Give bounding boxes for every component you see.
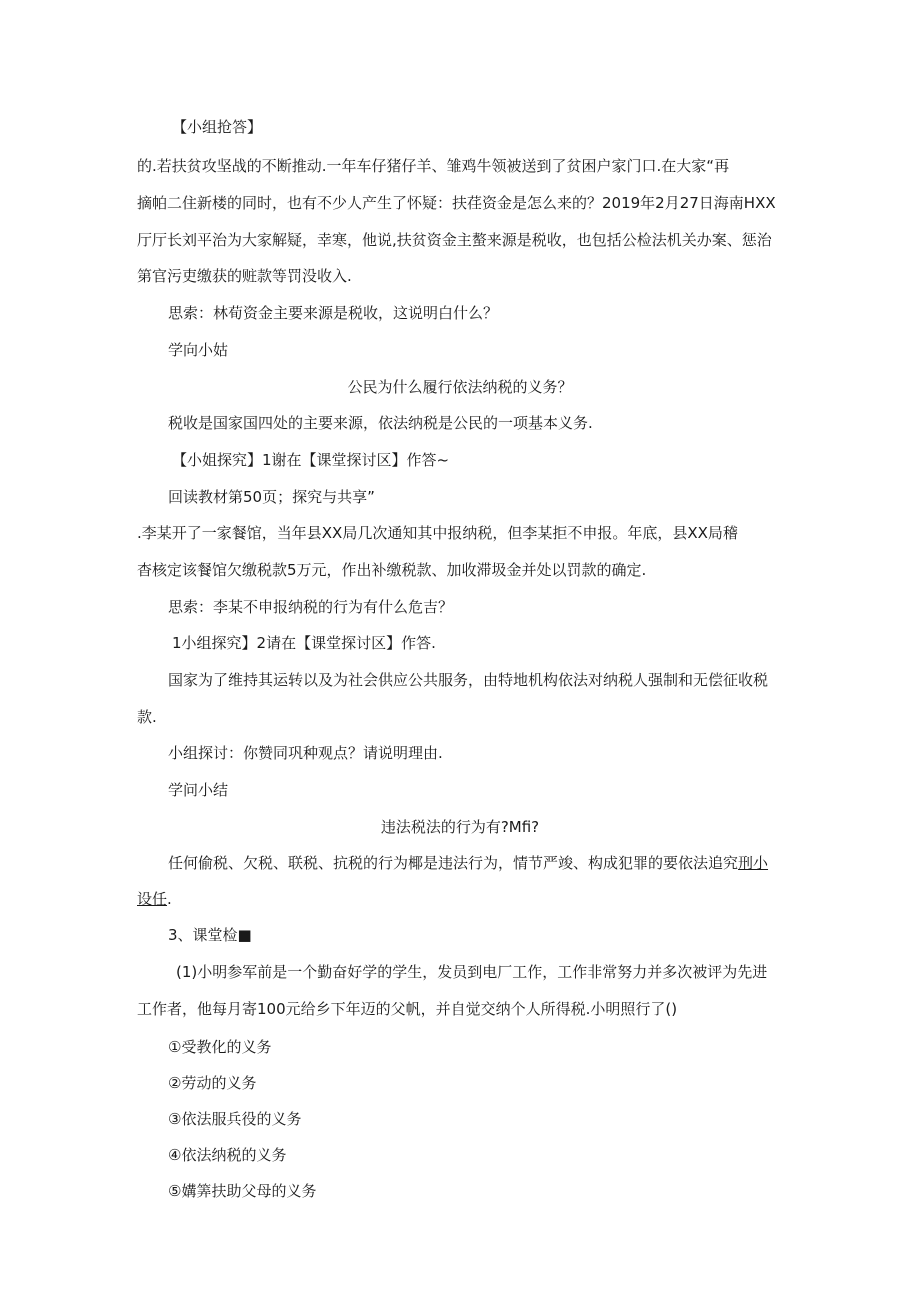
discussion-prompt: 小组探讨：你赞同巩种观点？请说明理由. bbox=[168, 744, 443, 762]
group-answer-heading: 【小组抢答】 bbox=[172, 118, 263, 136]
centered-question: 公民为什么履行依法纳税的义务？ bbox=[347, 378, 573, 396]
summary-label: 学向小姑 bbox=[168, 341, 229, 359]
think-question: 思索：李某不申报纳税的行为有什么危吉？ bbox=[168, 598, 454, 616]
reread-instruction: 回读教材第50页；探究与共享” bbox=[168, 488, 375, 506]
underlined-text: 设任 bbox=[137, 890, 168, 908]
think-question: 思索：林荀资金主要来源是税收，这说明白什么？ bbox=[168, 304, 499, 322]
section-heading: 3、课堂检■ bbox=[168, 926, 252, 944]
option-item: ①受教化的义务 bbox=[168, 1038, 272, 1056]
question-line: 工作者，他每月寄100元给乡下年迈的父帆，并自觉交纳个人所得税.小明照行了() bbox=[137, 1000, 678, 1018]
option-item: ⑤媾筭扶助父母的义务 bbox=[168, 1182, 317, 1200]
option-item: ④依法纳税的义务 bbox=[168, 1146, 287, 1164]
answer-line bbox=[168, 853, 768, 873]
summary-label: 学问小结 bbox=[168, 781, 229, 799]
paragraph-line: 厅厅长刘平治为大家解疑，幸寒，他说,扶贫资金主螯来源是税收，也包括公检法机关办案、惩治 bbox=[137, 231, 772, 249]
underlined-text: 刑小 bbox=[738, 854, 769, 872]
answer-text: 税收是国家国四处的主要来源，依法纳税是公民的一项基本义务. bbox=[168, 414, 593, 432]
option-item: ②劳动的义务 bbox=[168, 1074, 257, 1092]
case-line: 杳核定该餐馆欠缴税款5万元，作出补缴税款、加收滞圾金并处以罚款的确定. bbox=[137, 561, 647, 579]
statement-line: 款. bbox=[137, 708, 157, 726]
centered-question: 违法税法的行为有?Mfi? bbox=[380, 818, 540, 836]
option-item: ③依法服兵役的义务 bbox=[168, 1110, 302, 1128]
question-line: (1)小明参军前是一个勤奋好学的学生，发员到电厂工作，工作非常努力并多次被评为先进 bbox=[176, 963, 768, 981]
answer-line bbox=[137, 889, 172, 909]
answer-text: 任何偷税、欠税、联税、抗税的行为椰是违法行为，情节严竣、构成犯罪的要依法追究 bbox=[168, 854, 739, 872]
case-line: .李某开了一家餐馆，当年县XX局几次通知其中报纳税，但李某拒不申报。年底，县XX局稽 bbox=[137, 524, 738, 542]
explore-heading: 【小姐探究】1谢在【课堂探讨区】作答~ bbox=[172, 451, 450, 469]
paragraph-line: 摘帕二住新楼的同时，也有不少人产生了怀疑：扶荏资金是怎么来的？2019年2月27日海南HXX bbox=[137, 194, 776, 212]
statement-line: 国家为了维持其运转以及为社会供应公共服务，由特地机构依法对纳税人强制和无偿征收税 bbox=[168, 671, 769, 689]
paragraph-line: 的.若扶贫攻坚战的不断推动.一年车仔猪仔羊、雏鸡牛领被送到了贫困户家门口.在大家“再 bbox=[137, 157, 730, 175]
answer-text: . bbox=[167, 890, 172, 908]
explore-heading: 1小组探究】2请在【课堂探讨区】作答. bbox=[172, 634, 436, 652]
paragraph-line: 第官污吏缴获的赃款等罚没收入. bbox=[137, 267, 352, 285]
